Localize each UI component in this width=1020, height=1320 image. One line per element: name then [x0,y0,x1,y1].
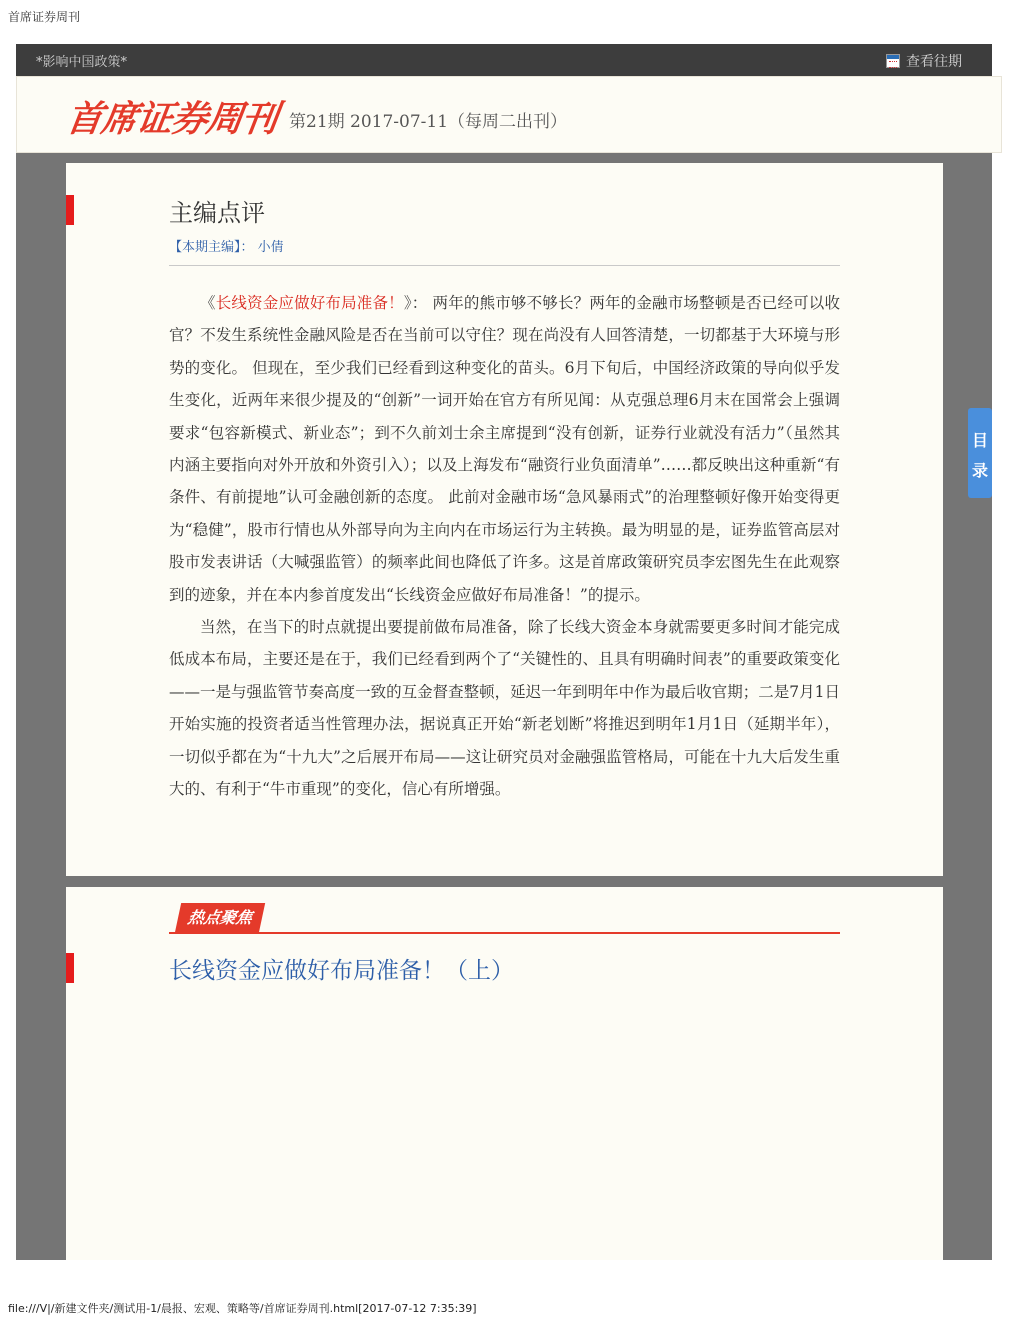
toc-char: 目 [971,431,988,450]
view-history-link[interactable] [886,51,962,71]
article-title[interactable]: 长线资金应做好布局准备！（上） [169,958,514,984]
paragraph: 当然，在当下的时点就提出要提前做布局准备，除了长线大资金本身就需要更多时间才能完成低成本布局，主要还是在于，我们已经看到两个了“关键性的、且具有明确时间表”的重要政策变化——一是与强监管节奏高度一致的互金督查整顿，延迟一年到明年中作为最后收官期；二是7月1日开始实施的投资者适当性管理办法，据说真正开始“新老划断”将推迟到明年1月1日（延期半年），一切似乎都在为“十九大”之后展开布局——这让研究员对金融强监管格局，可能在十九大后发生重大的、有利于“牛市重现”的变化，信心有所增强。 [169,618,840,799]
red-rule [169,932,840,934]
editor-comment-panel [66,163,943,876]
logo: 首席证券周刊 [63,99,280,140]
calendar-icon [886,54,900,68]
divider [169,265,840,266]
article-link[interactable]: 长线资金应做好布局准备！ [215,294,404,312]
toc-tab[interactable] [968,408,992,498]
section-marker [66,953,74,983]
top-bar [16,44,992,76]
issue-info: 第21期 2017-07-11（每周二出刊） [289,112,568,132]
slogan: *影响中国政策* [36,55,128,70]
editor-comment-body [169,287,840,806]
toc-char: 录 [971,461,988,480]
print-header: 首席证券周刊 [8,10,81,24]
view-history-label: 查看往期 [906,54,962,70]
print-footer: file:///V|/新建文件夹/测试用-1/晨报、宏观、策略等/首席证券周刊.html[2017-07-12 7:35:39] [8,1302,477,1315]
masthead [16,76,1002,153]
hot-topic-panel [66,887,943,1260]
section-marker [66,195,74,225]
section-title: 主编点评 [169,199,265,227]
paragraph: 《长线资金应做好布局准备！》： 两年的熊市够不够长？两年的金融市场整顿是否已经可以收官？不发生系统性金融风险是否在当前可以守住？现在尚没有人回答清楚，一切都基于大环境与形势的变化。 但现在，至少我们已经看到这种变化的苗头。6月下旬后，中国经济政策的导向似乎发生变化，近两年来很少提及的“创新”一词开始在官方有所见闻：从克强总理6月末在国常会上强调要求“包容新模式、新业态”；到不久前刘士余主席提到“没有创新，证券行业就没有活力”（虽然其内涵主要指向对外开放和外资引入）；以及上海发布“融资行业负面清单”……都反映出这种重新“有条件、有前提地”认可金融创新的态度。 此前对金融市场“急风暴雨式”的治理整顿好像开始变得更为“稳健”，股市行情也从外部导向为主向内在市场运行为主转换。最为明显的是，证券监管高层对股市发表讲话（大喊强监管）的频率此间也降低了许多。这是首席政策研究员李宏图先生在此观察到的迹象，并在本内参首度发出“长线资金应做好布局准备！”的提示。 [169,294,840,604]
editor-label: 【本期主编】： 小倩 [169,240,284,255]
hot-topic-badge: 热点聚焦 [175,903,265,933]
